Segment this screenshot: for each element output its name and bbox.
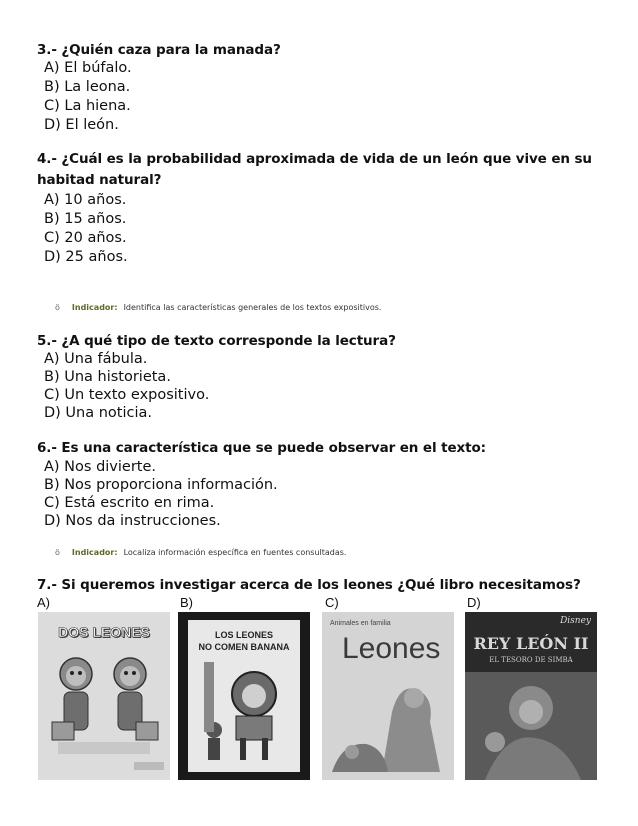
book-d-title: REY LEÓN II bbox=[473, 634, 589, 653]
indicator-text: Identifica las características generales de los textos expositivos. bbox=[123, 303, 382, 312]
q5-option-b: B) Una historieta. bbox=[44, 369, 171, 385]
book-a-title: DOS LEONES bbox=[58, 624, 150, 640]
question-7: 7.- Si queremos investigar acerca de los leones ¿Qué libro necesitamos? bbox=[37, 577, 581, 593]
book-a-cover bbox=[38, 612, 170, 780]
book-b-cover bbox=[178, 612, 310, 780]
q6-option-a: A) Nos divierte. bbox=[44, 459, 157, 475]
indicator-text: Localiza información específica en fuentes consultadas. bbox=[123, 548, 347, 557]
lions-illustration bbox=[38, 612, 170, 780]
lioness-photo bbox=[322, 612, 454, 780]
indicator-1 bbox=[55, 303, 381, 312]
bullet-icon: ö bbox=[55, 303, 60, 312]
q6-option-d: D) Nos da instrucciones. bbox=[44, 513, 221, 529]
q3-option-d: D) El león. bbox=[44, 117, 119, 133]
bullet-icon: ö bbox=[55, 548, 60, 557]
question-3: 3.- ¿Quién caza para la manada? bbox=[37, 42, 281, 58]
q4-option-a: A) 10 años. bbox=[44, 192, 127, 208]
q3-option-c: C) La hiena. bbox=[44, 98, 131, 114]
question-4-line1: 4.- ¿Cuál es la probabilidad aproximada de vida de un león que vive en su bbox=[37, 151, 592, 167]
q4-option-c: C) 20 años. bbox=[44, 230, 127, 246]
book-c-series: Animales en familia bbox=[330, 620, 391, 627]
book-d-cover bbox=[465, 612, 597, 780]
q3-option-b: B) La leona. bbox=[44, 79, 131, 95]
book-c-cover bbox=[322, 612, 454, 780]
q4-option-b: B) 15 años. bbox=[44, 211, 127, 227]
indicator-label: Indicador: bbox=[71, 303, 118, 312]
q4-option-d: D) 25 años. bbox=[44, 249, 128, 265]
q5-option-d: D) Una noticia. bbox=[44, 405, 152, 421]
q5-option-a: A) Una fábula. bbox=[44, 351, 148, 367]
q6-option-c: C) Está escrito en rima. bbox=[44, 495, 215, 511]
q7-column-a: A) bbox=[37, 595, 50, 610]
q7-column-d: D) bbox=[467, 595, 481, 610]
indicator-label: Indicador: bbox=[71, 548, 118, 557]
indicator-2 bbox=[55, 548, 346, 557]
q6-option-b: B) Nos proporciona información. bbox=[44, 477, 278, 493]
question-5: 5.- ¿A qué tipo de texto corresponde la lectura? bbox=[37, 333, 396, 349]
question-6: 6.- Es una característica que se puede observar en el texto: bbox=[37, 440, 486, 456]
book-d-brand: Disney bbox=[560, 616, 591, 626]
q7-column-c: C) bbox=[325, 595, 339, 610]
book-d-subtitle: EL TESORO DE SIMBA bbox=[489, 656, 573, 664]
q7-column-b: B) bbox=[180, 595, 193, 610]
q3-option-a: A) El búfalo. bbox=[44, 60, 132, 76]
lion-cartoon-illustration bbox=[178, 612, 310, 780]
book-b-title-line1: LOS LEONES bbox=[214, 630, 273, 640]
q5-option-c: C) Un texto expositivo. bbox=[44, 387, 210, 403]
question-4-line2: habitad natural? bbox=[37, 172, 162, 188]
lion-king-illustration bbox=[465, 612, 597, 780]
book-b-title-line2: NO COMEN BANANA bbox=[198, 642, 290, 652]
book-c-title: Leones bbox=[342, 632, 441, 665]
